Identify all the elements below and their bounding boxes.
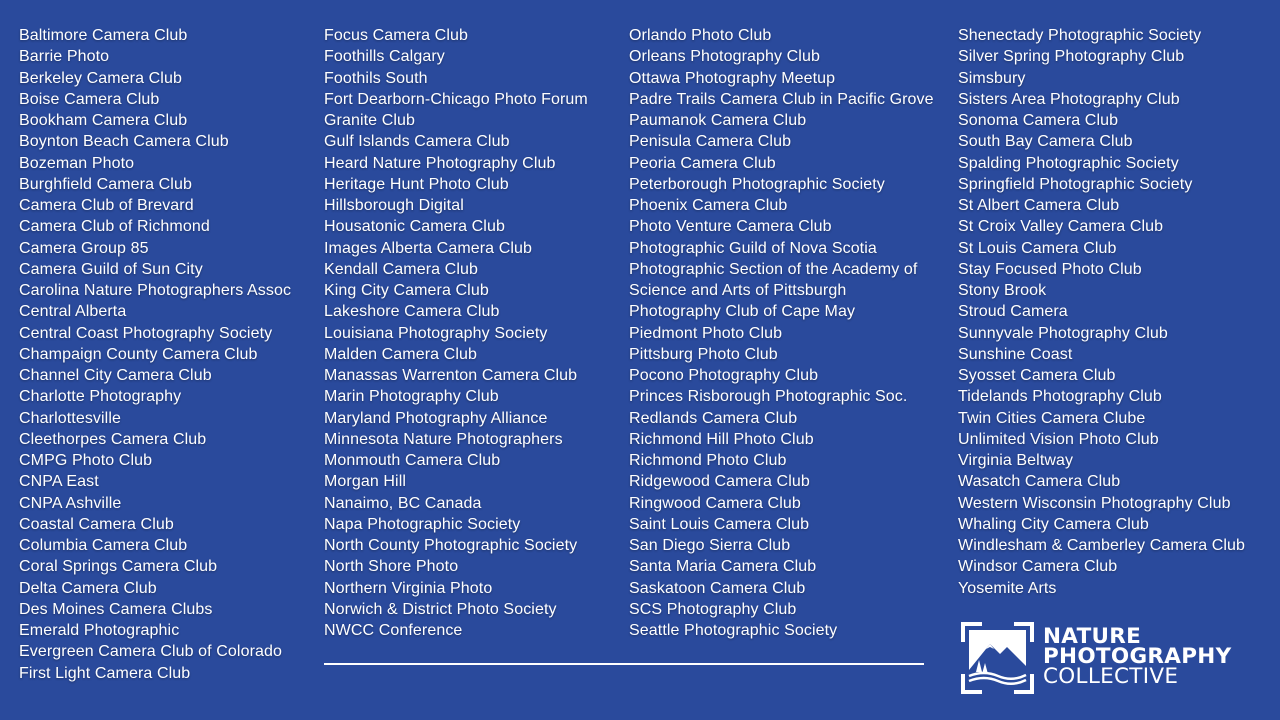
club-name: Nanaimo, BC Canada [324, 494, 482, 512]
club-name: San Diego Sierra Club [629, 537, 791, 554]
club-name: Central Coast Photography Society [19, 324, 273, 342]
club-name: CNPA Ashville [19, 494, 122, 512]
club-name: Saint Louis Camera Club [629, 515, 810, 533]
club-list-column-1 [19, 25, 291, 684]
club-name: Charlottesville [19, 409, 121, 427]
club-name: Kendall Camera Club [324, 260, 478, 278]
club-name: Peoria Camera Club [629, 154, 776, 172]
club-name: Napa Photographic Society [324, 515, 521, 533]
club-name: Springfield Photographic Society [958, 175, 1193, 193]
club-name: Photo Venture Camera Club [629, 218, 832, 236]
club-name: Central Alberta [19, 303, 127, 321]
club-name: Tidelands Photography Club [958, 388, 1162, 406]
club-name: Barrie Photo [19, 48, 110, 66]
club-name: Stay Focused Photo Club [958, 260, 1142, 278]
club-name: Sisters Area Photography Club [958, 90, 1180, 108]
club-name: Columbia Camera Club [19, 537, 188, 554]
club-name: Baltimore Camera Club [19, 27, 188, 44]
club-name: Windlesham & Camberley Camera Club [958, 537, 1246, 554]
club-name: Marin Photography Club [324, 388, 499, 406]
club-name: Pocono Photography Club [629, 367, 819, 384]
club-name: Morgan Hill [324, 473, 407, 491]
club-name: Focus Camera Club [324, 27, 468, 44]
club-name: Saskatoon Camera Club [629, 579, 806, 597]
club-name: St Louis Camera Club [958, 239, 1117, 257]
club-name: Richmond Photo Club [629, 452, 787, 469]
logo-line-collective: COLLECTIVE [1043, 664, 1179, 689]
logo-wordmark [1043, 624, 1232, 689]
club-name: Padre Trails Camera Club in Pacific Grove [629, 90, 934, 108]
club-list-column-4 [958, 25, 1245, 599]
club-name: Burghfield Camera Club [19, 175, 192, 193]
club-name: Pittsburg Photo Club [629, 345, 778, 363]
club-name: Ridgewood Camera Club [629, 473, 810, 491]
club-name: Piedmont Photo Club [629, 324, 783, 342]
club-name: Stroud Camera [958, 303, 1068, 321]
club-name: Wasatch Camera Club [958, 473, 1121, 491]
club-name: Berkeley Camera Club [19, 69, 182, 87]
club-name: Heritage Hunt Photo Club [324, 175, 509, 193]
club-name: North County Photographic Society [324, 537, 578, 554]
club-name: Camera Group 85 [19, 239, 149, 257]
logo-line-photography: PHOTOGRAPHY [1043, 644, 1232, 669]
club-name: Princes Risborough Photographic Soc. [629, 388, 908, 406]
club-name: Hillsborough Digital [324, 197, 464, 214]
club-name: Syosset Camera Club [958, 367, 1116, 384]
club-name: Cleethorpes Camera Club [19, 430, 207, 448]
club-name: St Albert Camera Club [958, 197, 1120, 214]
club-name: First Light Camera Club [19, 664, 191, 682]
club-name: Shenectady Photographic Society [958, 27, 1202, 44]
club-name: Carolina Nature Photographers Assoc [19, 282, 292, 299]
club-name: Ringwood Camera Club [629, 494, 801, 512]
club-name: Northern Virginia Photo [324, 579, 493, 597]
club-name: Science and Arts of Pittsburgh [629, 282, 847, 299]
club-name: Spalding Photographic Society [958, 154, 1179, 172]
club-name: Fort Dearborn-Chicago Photo Forum [324, 90, 588, 108]
club-name: Des Moines Camera Clubs [19, 600, 213, 618]
club-name: Virginia Beltway [958, 452, 1074, 469]
club-name: Bookham Camera Club [19, 112, 188, 129]
club-name: Champaign County Camera Club [19, 345, 258, 363]
club-name: Orleans Photography Club [629, 48, 820, 66]
club-name: Charlotte Photography [19, 388, 182, 406]
club-name: Photographic Section of the Academy of [629, 260, 918, 278]
club-name: Sonoma Camera Club [958, 112, 1119, 129]
club-name: Richmond Hill Photo Club [629, 430, 814, 448]
club-name: Windsor Camera Club [958, 558, 1118, 576]
club-name: Evergreen Camera Club of Colorado [19, 643, 282, 661]
club-name: Sunnyvale Photography Club [958, 324, 1168, 342]
club-name: Maryland Photography Alliance [324, 409, 548, 427]
club-name: Camera Club of Brevard [19, 197, 194, 214]
club-name: NWCC Conference [324, 622, 463, 639]
club-name: Delta Camera Club [19, 579, 157, 597]
club-list-column-2 [324, 25, 588, 641]
club-name: Louisiana Photography Society [324, 324, 548, 342]
club-name: North Shore Photo [324, 558, 459, 576]
club-name: Photographic Guild of Nova Scotia [629, 239, 877, 257]
club-name: Foothills Calgary [324, 48, 445, 66]
club-name: St Croix Valley Camera Club [958, 218, 1164, 236]
club-name: Twin Cities Camera Clube [958, 409, 1146, 427]
club-name: Ottawa Photography Meetup [629, 69, 836, 87]
mountain-camera-frame-icon [960, 620, 1036, 696]
club-name: Monmouth Camera Club [324, 452, 501, 469]
club-name: Stony Brook [958, 282, 1047, 299]
club-name: Channel City Camera Club [19, 367, 212, 384]
club-name: Paumanok Camera Club [629, 112, 807, 129]
club-name: Camera Club of Richmond [19, 218, 210, 236]
club-name: Peterborough Photographic Society [629, 175, 885, 193]
club-name: Phoenix Camera Club [629, 197, 788, 214]
club-name: Heard Nature Photography Club [324, 154, 556, 172]
club-name: Sunshine Coast [958, 345, 1073, 363]
club-name: Whaling City Camera Club [958, 515, 1149, 533]
club-name: Redlands Camera Club [629, 409, 798, 427]
club-name: Seattle Photographic Society [629, 622, 838, 639]
club-name: King City Camera Club [324, 282, 489, 299]
club-name: South Bay Camera Club [958, 133, 1133, 151]
club-name: Granite Club [324, 112, 416, 129]
club-name: Foothils South [324, 69, 428, 87]
club-name: Santa Maria Camera Club [629, 558, 817, 576]
club-name: Malden Camera Club [324, 345, 477, 363]
club-name: Simsbury [958, 69, 1026, 87]
club-name: Silver Spring Photography Club [958, 48, 1185, 66]
divider-line [324, 663, 924, 665]
club-name: Coastal Camera Club [19, 515, 174, 533]
club-name: Lakeshore Camera Club [324, 303, 500, 321]
club-name: Emerald Photographic [19, 622, 180, 639]
club-name: Bozeman Photo [19, 154, 135, 172]
club-list-column-3 [629, 25, 934, 641]
club-name: Norwich & District Photo Society [324, 600, 557, 618]
club-name: Gulf Islands Camera Club [324, 133, 510, 151]
club-name: Western Wisconsin Photography Club [958, 494, 1231, 512]
club-name: Boise Camera Club [19, 90, 160, 108]
club-name: Camera Guild of Sun City [19, 260, 203, 278]
club-name: Housatonic Camera Club [324, 218, 505, 236]
club-name: Penisula Camera Club [629, 133, 792, 151]
club-name: Minnesota Nature Photographers [324, 430, 563, 448]
logo-line-nature: NATURE [1043, 624, 1142, 649]
club-name: Photography Club of Cape May [629, 303, 856, 321]
club-name: Orlando Photo Club [629, 27, 772, 44]
club-name: Manassas Warrenton Camera Club [324, 367, 578, 384]
club-name: SCS Photography Club [629, 600, 797, 618]
club-name: CMPG Photo Club [19, 452, 153, 469]
club-name: Unlimited Vision Photo Club [958, 430, 1159, 448]
club-name: Boynton Beach Camera Club [19, 133, 229, 151]
club-name: Yosemite Arts [958, 579, 1057, 597]
club-name: Images Alberta Camera Club [324, 239, 533, 257]
club-name: Coral Springs Camera Club [19, 558, 218, 576]
club-name: CNPA East [19, 473, 99, 491]
nature-photography-collective-logo [960, 620, 1260, 696]
